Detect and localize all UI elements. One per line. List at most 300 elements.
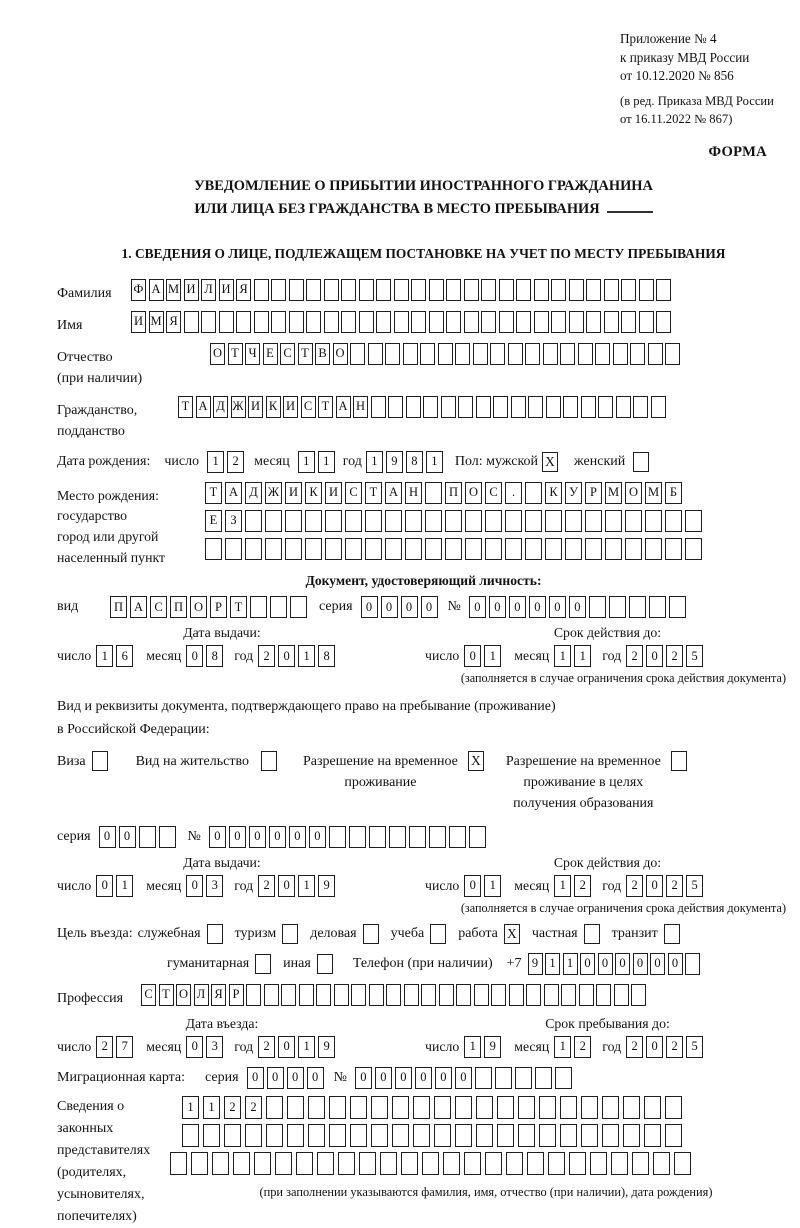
char-box[interactable] (455, 343, 470, 365)
char-box[interactable] (423, 396, 438, 418)
char-box[interactable] (665, 538, 682, 560)
char-box[interactable] (476, 396, 491, 418)
char-box[interactable] (625, 510, 642, 532)
char-box[interactable] (491, 984, 506, 1006)
char-box[interactable] (669, 596, 686, 618)
char-box[interactable] (290, 596, 307, 618)
char-box[interactable]: 0 (646, 1036, 663, 1058)
char-box[interactable]: И (285, 482, 302, 504)
char-box[interactable]: 2 (666, 1036, 683, 1058)
char-box[interactable] (345, 510, 362, 532)
char-box[interactable]: 1 (116, 875, 133, 897)
char-box[interactable] (464, 1152, 481, 1175)
char-box[interactable]: 2 (227, 451, 244, 473)
char-box[interactable] (334, 984, 349, 1006)
char-box[interactable] (544, 984, 559, 1006)
char-box[interactable] (325, 538, 342, 560)
char-box[interactable]: 0 (361, 596, 378, 618)
char-box[interactable] (421, 984, 436, 1006)
char-box[interactable] (456, 984, 471, 1006)
char-box[interactable] (685, 538, 702, 560)
char-box[interactable] (425, 510, 442, 532)
char-box[interactable]: 0 (287, 1067, 304, 1089)
char-box[interactable] (275, 1152, 292, 1175)
char-box[interactable] (585, 538, 602, 560)
char-box[interactable] (325, 510, 342, 532)
char-box[interactable]: 3 (206, 1036, 223, 1058)
char-box[interactable] (287, 1096, 304, 1119)
char-box[interactable] (665, 343, 680, 365)
char-box[interactable]: 8 (406, 451, 423, 473)
visa-checkbox[interactable] (92, 751, 108, 771)
char-box[interactable] (602, 1096, 619, 1119)
char-box[interactable]: 0 (529, 596, 546, 618)
char-box[interactable] (516, 311, 531, 333)
char-box[interactable]: 5 (686, 1036, 703, 1058)
char-box[interactable] (306, 279, 321, 301)
char-box[interactable]: А (385, 482, 402, 504)
char-box[interactable] (685, 510, 702, 532)
char-box[interactable]: 8 (206, 645, 223, 667)
char-box[interactable]: 1 (554, 1036, 571, 1058)
char-box[interactable] (246, 984, 261, 1006)
char-box[interactable]: 1 (366, 451, 383, 473)
char-box[interactable] (254, 311, 269, 333)
char-box[interactable]: В (315, 343, 330, 365)
char-box[interactable] (509, 984, 524, 1006)
char-box[interactable] (495, 1067, 512, 1089)
char-box[interactable]: М (605, 482, 622, 504)
char-box[interactable]: 5 (686, 875, 703, 897)
char-box[interactable] (446, 311, 461, 333)
char-box[interactable] (365, 538, 382, 560)
char-box[interactable] (505, 538, 522, 560)
char-box[interactable] (589, 596, 606, 618)
char-box[interactable]: Т (230, 596, 247, 618)
char-box[interactable] (254, 1152, 271, 1175)
char-box[interactable] (392, 1124, 409, 1147)
char-box[interactable] (359, 279, 374, 301)
char-box[interactable] (376, 311, 391, 333)
char-box[interactable] (604, 311, 619, 333)
sex-female-checkbox[interactable] (633, 452, 649, 472)
char-box[interactable] (545, 538, 562, 560)
char-box[interactable] (625, 538, 642, 560)
char-box[interactable]: А (130, 596, 147, 618)
char-box[interactable] (233, 1152, 250, 1175)
char-box[interactable] (316, 984, 331, 1006)
char-box[interactable]: 1 (545, 953, 560, 975)
char-box[interactable] (623, 1124, 640, 1147)
char-box[interactable]: 9 (484, 1036, 501, 1058)
char-box[interactable]: 9 (386, 451, 403, 473)
char-box[interactable] (265, 510, 282, 532)
char-box[interactable]: Р (210, 596, 227, 618)
char-box[interactable]: К (545, 482, 562, 504)
char-box[interactable] (376, 279, 391, 301)
char-box[interactable] (605, 538, 622, 560)
char-box[interactable] (525, 482, 542, 504)
char-box[interactable] (225, 538, 242, 560)
char-box[interactable] (465, 538, 482, 560)
char-box[interactable] (551, 311, 566, 333)
char-box[interactable] (405, 510, 422, 532)
char-box[interactable] (602, 1124, 619, 1147)
char-box[interactable]: М (149, 311, 164, 333)
char-box[interactable]: 0 (549, 596, 566, 618)
char-box[interactable] (481, 311, 496, 333)
char-box[interactable]: 0 (650, 953, 665, 975)
char-box[interactable]: А (149, 279, 164, 301)
char-box[interactable] (506, 1152, 523, 1175)
char-box[interactable] (569, 311, 584, 333)
char-box[interactable] (182, 1124, 199, 1147)
char-box[interactable] (499, 279, 514, 301)
char-box[interactable]: А (196, 396, 211, 418)
char-box[interactable] (565, 510, 582, 532)
char-box[interactable] (285, 510, 302, 532)
char-box[interactable] (614, 984, 629, 1006)
char-box[interactable] (389, 826, 406, 848)
char-box[interactable]: 0 (598, 953, 613, 975)
char-box[interactable] (429, 311, 444, 333)
char-box[interactable] (434, 1096, 451, 1119)
char-box[interactable]: 0 (469, 596, 486, 618)
char-box[interactable] (341, 279, 356, 301)
char-box[interactable] (212, 1152, 229, 1175)
char-box[interactable] (445, 510, 462, 532)
char-box[interactable] (369, 984, 384, 1006)
char-box[interactable]: . (505, 482, 522, 504)
char-box[interactable] (525, 510, 542, 532)
char-box[interactable]: 2 (626, 1036, 643, 1058)
char-box[interactable]: 1 (563, 953, 578, 975)
char-box[interactable] (505, 510, 522, 532)
char-box[interactable]: И (325, 482, 342, 504)
char-box[interactable] (406, 396, 421, 418)
char-box[interactable]: Л (201, 279, 216, 301)
char-box[interactable] (560, 343, 575, 365)
char-box[interactable] (341, 311, 356, 333)
char-box[interactable]: С (345, 482, 362, 504)
char-box[interactable] (449, 826, 466, 848)
char-box[interactable] (413, 1124, 430, 1147)
char-box[interactable] (665, 1096, 682, 1119)
char-box[interactable] (350, 1124, 367, 1147)
char-box[interactable]: Я (211, 984, 226, 1006)
char-box[interactable] (464, 279, 479, 301)
char-box[interactable]: 1 (484, 875, 501, 897)
char-box[interactable] (329, 1124, 346, 1147)
char-box[interactable]: Д (213, 396, 228, 418)
char-box[interactable]: 0 (267, 1067, 284, 1089)
char-box[interactable]: И (184, 279, 199, 301)
char-box[interactable]: Т (178, 396, 193, 418)
char-box[interactable]: 0 (247, 1067, 264, 1089)
char-box[interactable]: 1 (298, 645, 315, 667)
char-box[interactable]: 9 (528, 953, 543, 975)
char-box[interactable] (644, 1124, 661, 1147)
char-box[interactable] (281, 984, 296, 1006)
char-box[interactable]: 0 (278, 875, 295, 897)
char-box[interactable] (245, 1124, 262, 1147)
char-box[interactable] (565, 538, 582, 560)
char-box[interactable] (518, 1124, 535, 1147)
char-box[interactable] (535, 1067, 552, 1089)
char-box[interactable]: С (141, 984, 156, 1006)
char-box[interactable]: 1 (182, 1096, 199, 1119)
char-box[interactable] (539, 1096, 556, 1119)
char-box[interactable] (560, 1096, 577, 1119)
char-box[interactable] (359, 1152, 376, 1175)
char-box[interactable] (555, 1067, 572, 1089)
char-box[interactable]: 0 (401, 596, 418, 618)
char-box[interactable] (385, 538, 402, 560)
char-box[interactable] (526, 984, 541, 1006)
char-box[interactable] (534, 279, 549, 301)
char-box[interactable]: П (170, 596, 187, 618)
char-box[interactable] (351, 984, 366, 1006)
temp-residence-education-checkbox[interactable] (671, 751, 687, 771)
char-box[interactable] (473, 343, 488, 365)
char-box[interactable]: Т (318, 396, 333, 418)
char-box[interactable]: 0 (355, 1067, 372, 1089)
char-box[interactable] (578, 343, 593, 365)
char-box[interactable] (409, 826, 426, 848)
char-box[interactable] (465, 510, 482, 532)
char-box[interactable]: 0 (209, 826, 226, 848)
char-box[interactable]: 9 (318, 1036, 335, 1058)
char-box[interactable] (245, 510, 262, 532)
char-box[interactable] (420, 343, 435, 365)
char-box[interactable]: 0 (186, 1036, 203, 1058)
char-box[interactable]: 0 (278, 1036, 295, 1058)
char-box[interactable]: Т (365, 482, 382, 504)
char-box[interactable]: 0 (489, 596, 506, 618)
char-box[interactable] (392, 1096, 409, 1119)
char-box[interactable]: С (485, 482, 502, 504)
char-box[interactable]: С (280, 343, 295, 365)
char-box[interactable]: 1 (318, 451, 335, 473)
char-box[interactable] (371, 1124, 388, 1147)
char-box[interactable]: О (176, 984, 191, 1006)
char-box[interactable]: 1 (207, 451, 224, 473)
char-box[interactable] (345, 538, 362, 560)
option-checkbox[interactable] (317, 954, 333, 974)
residence-permit-checkbox[interactable] (261, 751, 277, 771)
char-box[interactable] (604, 279, 619, 301)
char-box[interactable]: 1 (298, 875, 315, 897)
char-box[interactable]: 0 (415, 1067, 432, 1089)
char-box[interactable] (611, 1152, 628, 1175)
char-box[interactable] (609, 596, 626, 618)
char-box[interactable] (388, 396, 403, 418)
char-box[interactable] (649, 596, 666, 618)
char-box[interactable] (527, 1152, 544, 1175)
char-box[interactable] (308, 1124, 325, 1147)
char-box[interactable] (305, 538, 322, 560)
char-box[interactable]: П (445, 482, 462, 504)
char-box[interactable]: Я (166, 311, 181, 333)
char-box[interactable] (404, 984, 419, 1006)
char-box[interactable] (476, 1096, 493, 1119)
option-checkbox[interactable] (430, 924, 446, 944)
char-box[interactable]: 0 (615, 953, 630, 975)
char-box[interactable]: 0 (99, 826, 116, 848)
char-box[interactable] (644, 1096, 661, 1119)
char-box[interactable] (631, 984, 646, 1006)
char-box[interactable]: 0 (668, 953, 683, 975)
char-box[interactable]: О (333, 343, 348, 365)
char-box[interactable] (405, 538, 422, 560)
char-box[interactable] (579, 984, 594, 1006)
option-checkbox[interactable] (363, 924, 379, 944)
char-box[interactable] (394, 311, 409, 333)
char-box[interactable]: Т (159, 984, 174, 1006)
char-box[interactable] (429, 279, 444, 301)
char-box[interactable] (598, 396, 613, 418)
char-box[interactable]: 0 (289, 826, 306, 848)
char-box[interactable] (656, 279, 671, 301)
char-box[interactable] (485, 538, 502, 560)
char-box[interactable] (266, 1124, 283, 1147)
char-box[interactable] (403, 343, 418, 365)
char-box[interactable]: 0 (569, 596, 586, 618)
char-box[interactable] (581, 1124, 598, 1147)
char-box[interactable]: Б (665, 482, 682, 504)
char-box[interactable]: 2 (258, 1036, 275, 1058)
char-box[interactable] (621, 311, 636, 333)
char-box[interactable] (485, 510, 502, 532)
char-box[interactable] (595, 343, 610, 365)
char-box[interactable] (438, 343, 453, 365)
char-box[interactable]: 0 (249, 826, 266, 848)
char-box[interactable] (350, 1096, 367, 1119)
char-box[interactable]: Д (245, 482, 262, 504)
char-box[interactable]: 0 (269, 826, 286, 848)
char-box[interactable] (534, 311, 549, 333)
sex-male-checkbox[interactable]: X (542, 452, 558, 472)
char-box[interactable] (645, 510, 662, 532)
char-box[interactable] (371, 396, 386, 418)
char-box[interactable] (338, 1152, 355, 1175)
char-box[interactable]: О (190, 596, 207, 618)
char-box[interactable] (525, 538, 542, 560)
char-box[interactable] (299, 984, 314, 1006)
char-box[interactable]: 2 (574, 1036, 591, 1058)
char-box[interactable] (639, 311, 654, 333)
char-box[interactable] (266, 1096, 283, 1119)
char-box[interactable] (455, 1124, 472, 1147)
char-box[interactable]: Е (205, 510, 222, 532)
char-box[interactable]: О (210, 343, 225, 365)
char-box[interactable] (439, 984, 454, 1006)
char-box[interactable] (551, 279, 566, 301)
char-box[interactable] (236, 311, 251, 333)
char-box[interactable] (511, 396, 526, 418)
char-box[interactable]: 3 (206, 875, 223, 897)
char-box[interactable]: К (266, 396, 281, 418)
char-box[interactable]: О (625, 482, 642, 504)
char-box[interactable]: 0 (646, 645, 663, 667)
option-checkbox[interactable]: X (504, 924, 520, 944)
char-box[interactable]: 2 (258, 875, 275, 897)
char-box[interactable]: 0 (309, 826, 326, 848)
char-box[interactable]: А (336, 396, 351, 418)
char-box[interactable] (306, 311, 321, 333)
char-box[interactable] (651, 396, 666, 418)
char-box[interactable] (289, 311, 304, 333)
char-box[interactable] (365, 510, 382, 532)
char-box[interactable] (569, 279, 584, 301)
char-box[interactable] (219, 311, 234, 333)
char-box[interactable] (493, 396, 508, 418)
char-box[interactable] (474, 984, 489, 1006)
char-box[interactable]: 0 (186, 645, 203, 667)
char-box[interactable]: Т (228, 343, 243, 365)
char-box[interactable] (429, 826, 446, 848)
char-box[interactable]: 1 (298, 1036, 315, 1058)
char-box[interactable] (605, 510, 622, 532)
char-box[interactable]: С (301, 396, 316, 418)
char-box[interactable] (434, 1124, 451, 1147)
char-box[interactable] (560, 1124, 577, 1147)
char-box[interactable]: 1 (96, 645, 113, 667)
char-box[interactable]: 2 (245, 1096, 262, 1119)
char-box[interactable]: 2 (626, 645, 643, 667)
char-box[interactable] (413, 1096, 430, 1119)
char-box[interactable] (590, 1152, 607, 1175)
char-box[interactable] (317, 1152, 334, 1175)
char-box[interactable] (385, 510, 402, 532)
char-box[interactable]: 2 (574, 875, 591, 897)
char-box[interactable]: И (219, 279, 234, 301)
char-box[interactable] (308, 1096, 325, 1119)
char-box[interactable]: И (283, 396, 298, 418)
option-checkbox[interactable] (664, 924, 680, 944)
char-box[interactable]: З (225, 510, 242, 532)
char-box[interactable]: 0 (464, 645, 481, 667)
option-checkbox[interactable] (282, 924, 298, 944)
char-box[interactable]: П (110, 596, 127, 618)
char-box[interactable] (324, 311, 339, 333)
char-box[interactable] (499, 311, 514, 333)
char-box[interactable] (630, 343, 645, 365)
char-box[interactable]: 2 (626, 875, 643, 897)
char-box[interactable] (469, 826, 486, 848)
char-box[interactable] (324, 279, 339, 301)
char-box[interactable] (518, 1096, 535, 1119)
char-box[interactable]: 7 (116, 1036, 133, 1058)
char-box[interactable] (264, 984, 279, 1006)
char-box[interactable] (548, 1152, 565, 1175)
char-box[interactable] (250, 596, 267, 618)
char-box[interactable] (329, 826, 346, 848)
char-box[interactable] (633, 396, 648, 418)
char-box[interactable]: А (225, 482, 242, 504)
char-box[interactable] (368, 343, 383, 365)
char-box[interactable]: 2 (96, 1036, 113, 1058)
char-box[interactable] (508, 343, 523, 365)
char-box[interactable]: 2 (666, 875, 683, 897)
char-box[interactable] (305, 510, 322, 532)
char-box[interactable] (369, 826, 386, 848)
char-box[interactable]: Е (263, 343, 278, 365)
char-box[interactable]: Н (353, 396, 368, 418)
char-box[interactable] (139, 826, 156, 848)
char-box[interactable] (224, 1124, 241, 1147)
char-box[interactable]: 8 (318, 645, 335, 667)
